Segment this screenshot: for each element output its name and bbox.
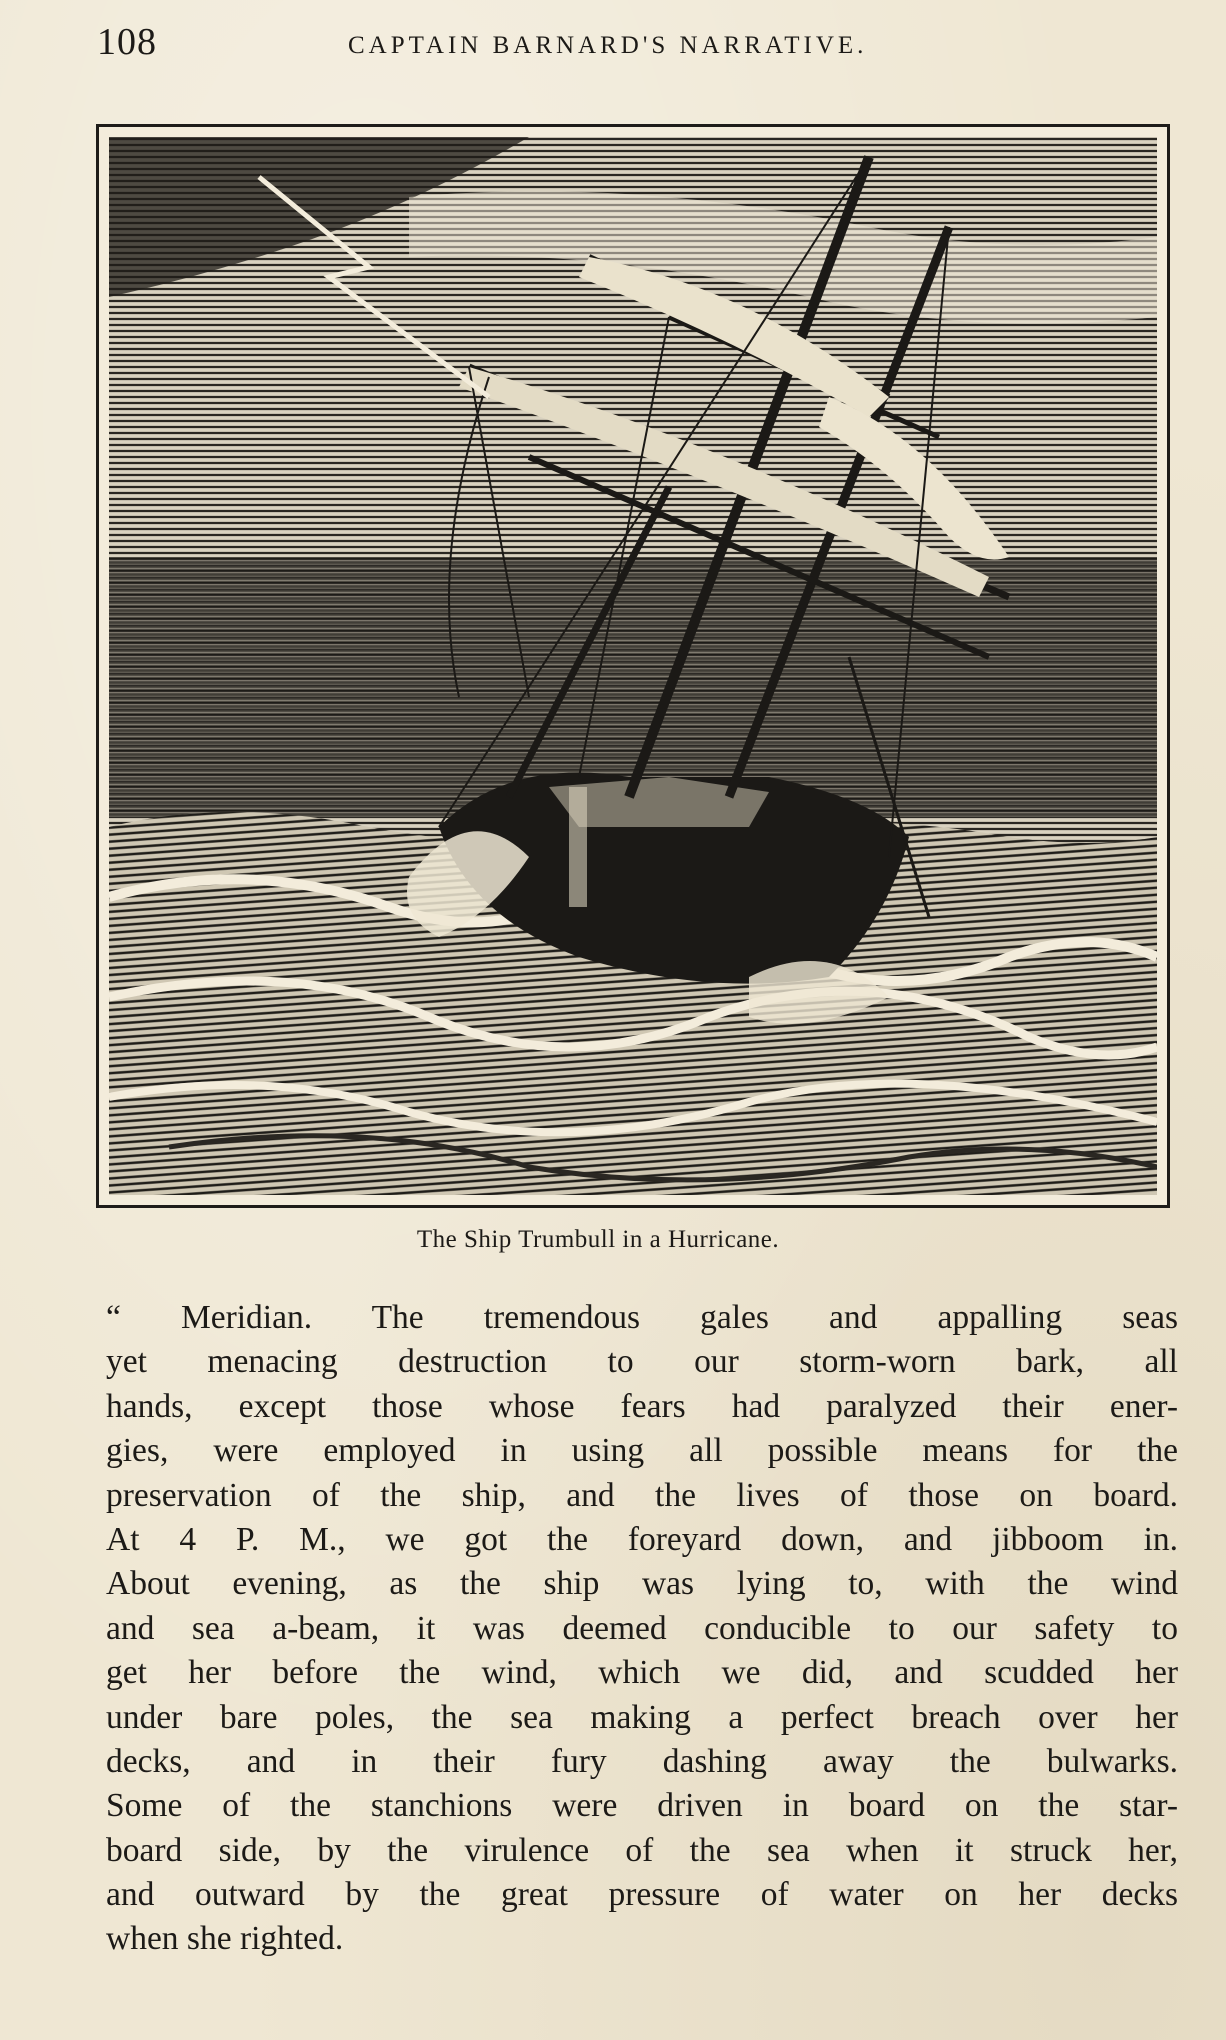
text-line: board side, by the virulence of the sea when it struck her, — [106, 1831, 1178, 1869]
text-line: Some of the stanchions were driven in board on the star- — [106, 1787, 1178, 1825]
running-head: CAPTAIN BARNARD'S NARRATIVE. — [348, 32, 868, 59]
text-line: At 4 P. M., we got the foreyard down, and jibboom in. — [106, 1520, 1178, 1558]
figure-caption — [0, 1226, 1226, 1254]
text-line: yet menacing destruction to our storm-worn bark, all — [106, 1343, 1178, 1381]
page-number: 108 — [97, 21, 157, 63]
ship-in-storm-engraving-icon — [109, 137, 1157, 1195]
illustration-frame — [96, 124, 1170, 1208]
text-line: under bare poles, the sea making a perfect breach over her — [106, 1698, 1178, 1736]
text-line: when she righted. — [106, 1920, 344, 1958]
text-line: preservation of the ship, and the lives of those on board. — [106, 1476, 1178, 1514]
figure-caption-text: The Ship Trumbull in a Hurricane. — [416, 1226, 780, 1253]
text-line: and sea a-beam, it was deemed conducible to our safety to — [106, 1609, 1178, 1647]
text-line: About evening, as the ship was lying to, with the wind — [106, 1565, 1178, 1603]
text-line: hands, except those whose fears had paralyzed their ener- — [106, 1387, 1178, 1425]
body-paragraph — [106, 1296, 1178, 1962]
text-line: decks, and in their fury dashing away the bulwarks. — [106, 1742, 1178, 1780]
text-line: get her before the wind, which we did, and scudded her — [106, 1654, 1178, 1692]
text-line: gies, were employed in using all possible means for the — [106, 1432, 1178, 1470]
text-line: “ Meridian. The tremendous gales and appalling seas — [106, 1299, 1178, 1336]
text-line: and outward by the great pressure of water on her decks — [106, 1876, 1178, 1914]
